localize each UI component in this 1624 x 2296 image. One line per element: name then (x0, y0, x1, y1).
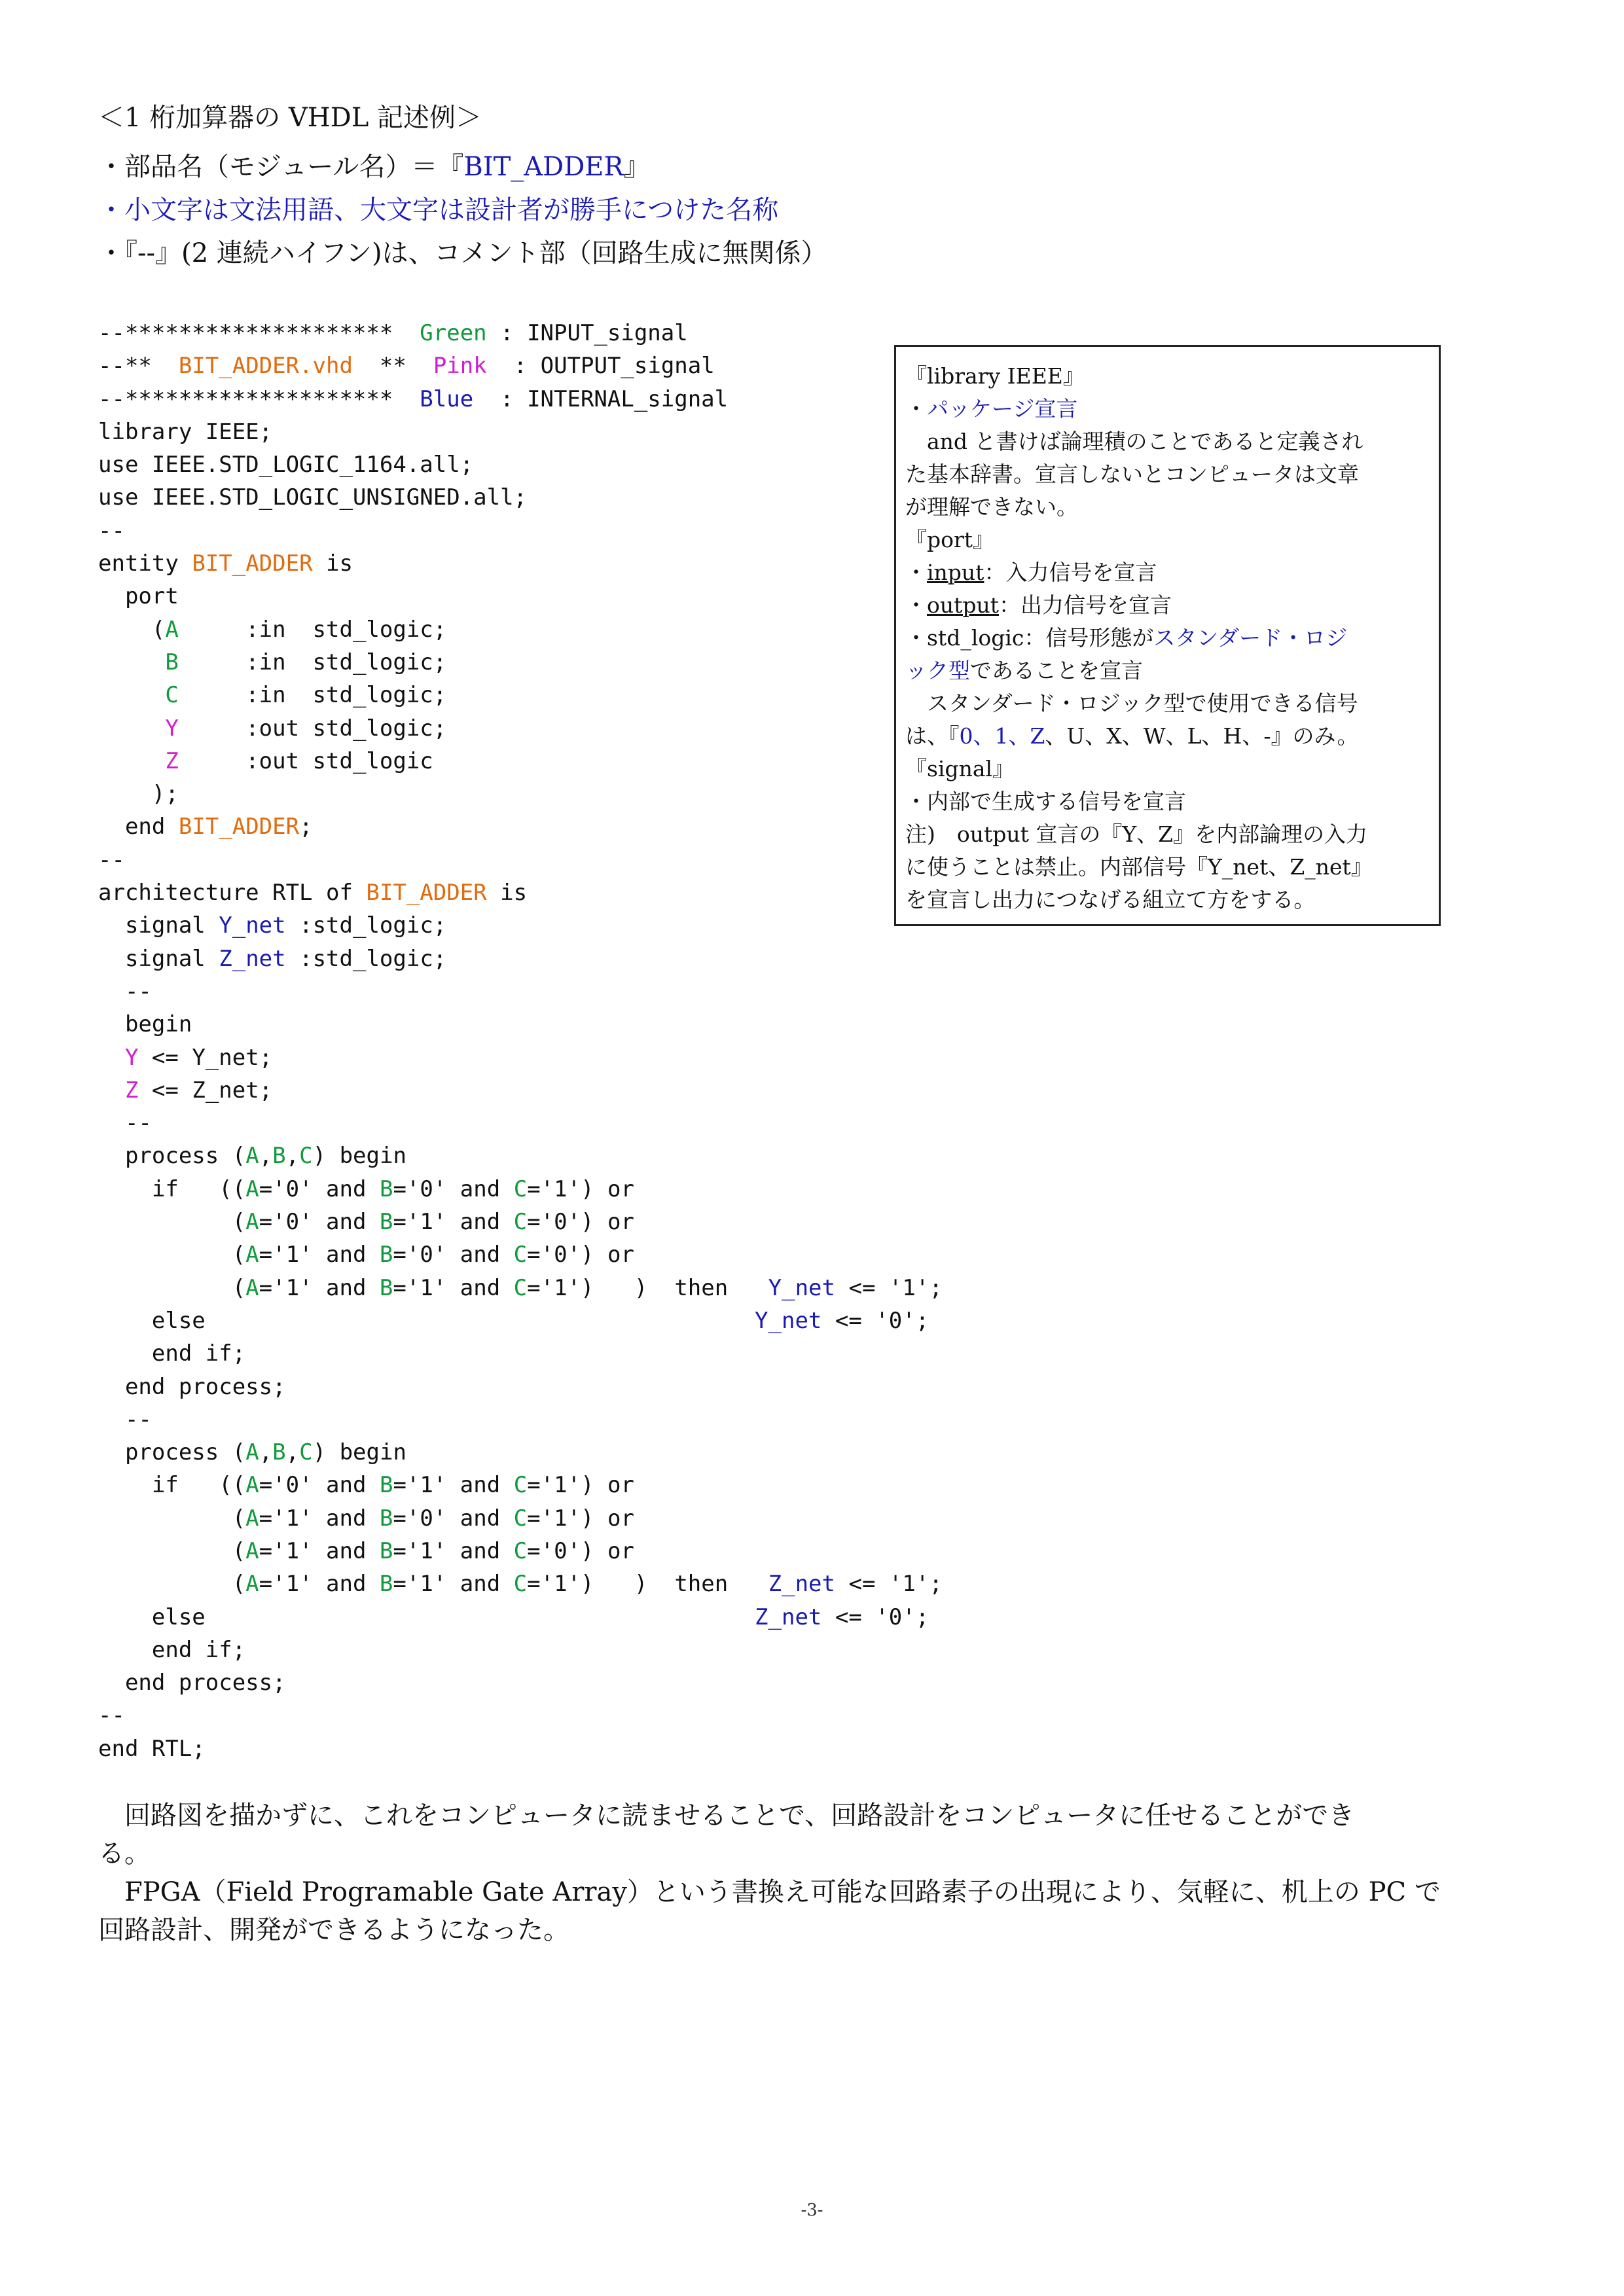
module-name-suffix: 』 (623, 152, 650, 182)
page-title: ＜1 桁加算器の VHDL 記述例＞ (98, 103, 482, 133)
legend-pink: Pink (433, 353, 487, 380)
output-line: ・output：出力信号を宣言 (905, 592, 1172, 618)
vhdl-code-block: --******************** Green : INPUT_signal --** BIT_ADDER.vhd ** Pink : OUTPUT_signal --******************** Blue : INTERNAL_signal library IEEE; use IEEE.STD_LOGIC_1164.all; use IEEE.STD_LOGIC_UNSIGNED.all; -- entity BIT_ADDER is port (A :in std_logic; B :in std_logic; C :in std_logic; Y :out std_logic; Z :out std_logic ); end BIT_ADDER; -- architecture RTL of BIT_ADDER is signal Y_net :std_logic; signal Z_net :std_logic; -- begin Y <= Y_net; Z <= Z_net; -- process (A,B,C) begin if ((A='0' and B='0' and C='1') or (A='0' and B='1' and C='0') or (A='1' and B='0' and C='0') or (A='1' and B='1' and C='1') ) then Y_net <= '1'; else Y_net <= '0'; end if; end process; -- process (A,B,C) begin if ((A='0' and B='1' and C='1') or (A='1' and B='0' and C='1') or (A='1' and B='1' and C='0') or (A='1' and B='1' and C='1') ) then Z_net <= '1'; else Z_net <= '0'; end if; end process; -- end RTL; (98, 320, 943, 1762)
library-title: 『library IEEE』 (905, 363, 1085, 389)
caution-note: 注) output 宣言の『Y、Z』を内部論理の入力 (905, 821, 1368, 847)
page-number: -3- (801, 2200, 823, 2220)
body-paragraph-1: 回路図を描かずに、これをコンピュータに読ませることで、回路設計をコンピュータに任せることができ る。 (98, 1801, 1355, 1869)
legend-green: Green (420, 320, 487, 346)
package-line: ・パッケージ宣言 (905, 396, 1078, 422)
port-title: 『port』 (905, 527, 995, 552)
stdlogic-line: ・std_logic：信号形態がスタンダード・ロジ (905, 625, 1348, 651)
input-line: ・input：入力信号を宣言 (905, 560, 1157, 585)
case-note: ・小文字は文法用語、大文字は設計者が勝手につけた名称 (98, 195, 779, 225)
body-paragraph-2: FPGA（Field Programable Gate Array）という書換え可能な回路素子の出現により、気軽に、机上の PC で 回路設計、開発ができるようになった。 (98, 1877, 1441, 1945)
values-line: は、『0、1、Z、U、X、W、L、H、-』のみ。 (905, 723, 1359, 749)
module-name-prefix: ・部品名（モジュール名）＝『 (98, 152, 464, 182)
module-name: BIT_ADDER (463, 152, 624, 182)
file-name: BIT_ADDER.vhd (178, 353, 353, 380)
legend-blue: Blue (420, 386, 474, 412)
signal-title: 『signal』 (905, 756, 1015, 781)
explanation-box: 『library IEEE』 ・パッケージ宣言 and と書けば論理積のことであると定義され た基本辞書。宣言しないとコンピュータは文章 が理解できない。 『port』 ・input：入力信号を宣言 ・output：出力信号を宣言 ・std_logic：信号形態がスタンダード・ロジ ック型であることを宣言 スタンダード・ロジック型で使用できる信号 は、『0、1、Z、U、X、W、L、H、-』のみ。 『signal』 ・内部で生成する信号を宣言 注) output 宣言の『Y、Z』を内部論理の入力 に使うことは禁止。内部信号『Y_net、Z_net』 を宣言し出力につなげる組立て方をする。 (894, 345, 1441, 926)
module-name-line (98, 151, 650, 183)
comment-note: ・『--』(2 連続ハイフン)は、コメント部（回路生成に無関係） (98, 238, 827, 268)
